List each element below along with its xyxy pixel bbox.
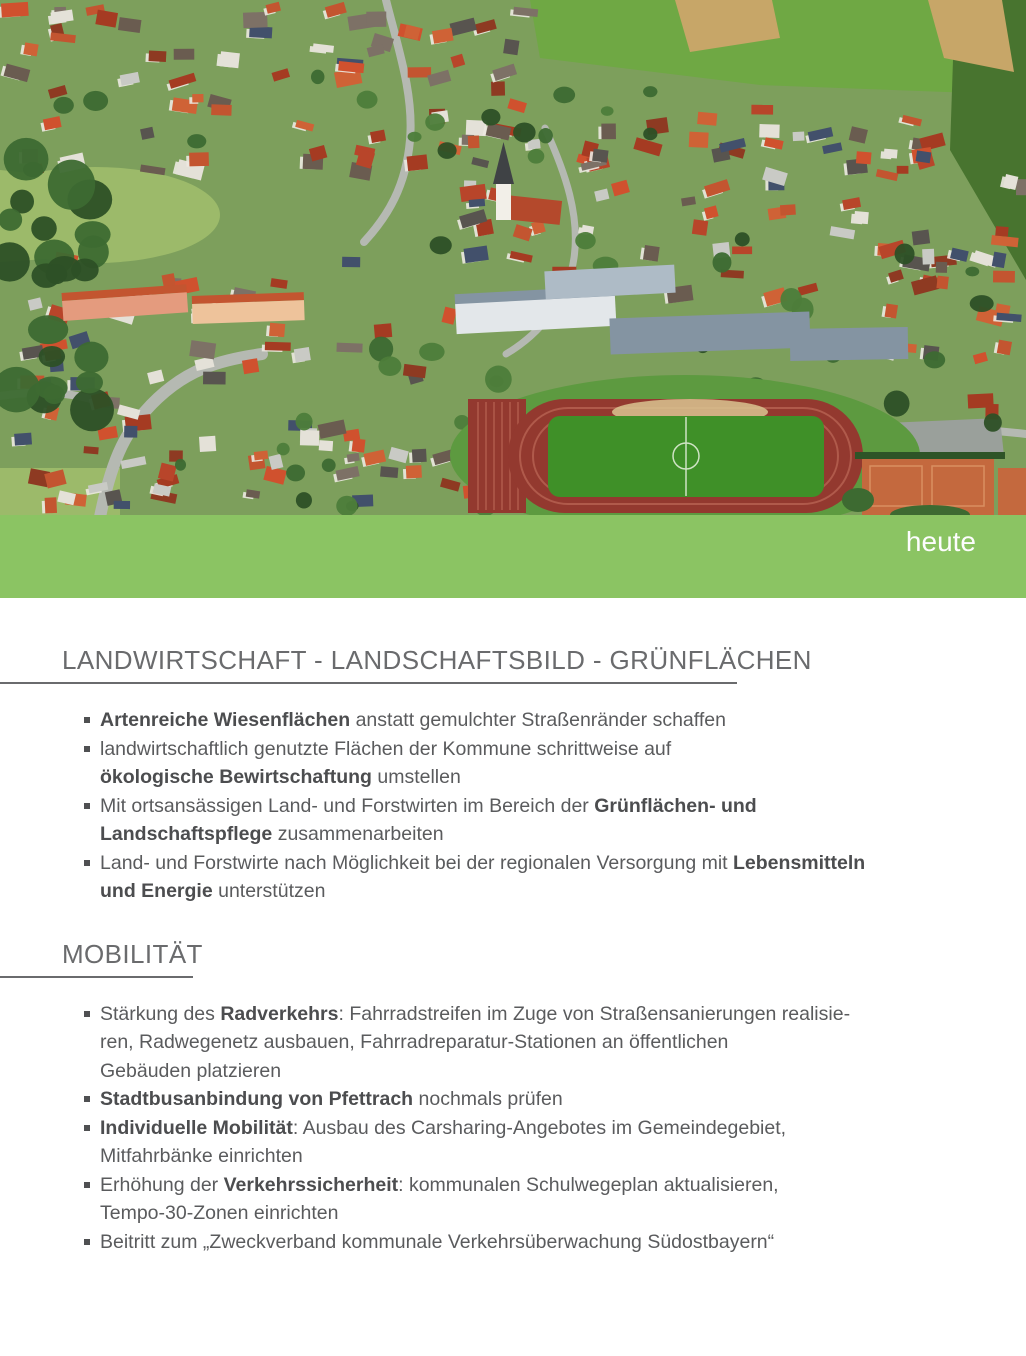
list-item-text: ren, Radwegenetz ausbauen, Fahrradreparatur-Stationen an öffentlichen	[100, 1031, 729, 1053]
list-item-text: Beitritt zum „Zweckverband kommunale Verkehrsüberwachung Südostbayern“	[100, 1230, 775, 1253]
banner	[0, 515, 1026, 598]
list-item-bold-text: Individuelle Mobilität	[100, 1116, 293, 1139]
list-item-bold-text: und Energie	[100, 880, 213, 902]
list-item-text: Tempo-30-Zonen einrichten	[100, 1202, 339, 1224]
section-title-underline	[0, 976, 193, 978]
list-item	[100, 1171, 1026, 1228]
section-title: LANDWIRTSCHAFT - LANDSCHAFTSBILD - GRÜNFLÄCHEN	[62, 645, 812, 675]
list-item	[100, 792, 1026, 849]
list-item-text: Land- und Forstwirte nach Möglichkeit bei der regionalen Versorgung mit	[100, 851, 734, 874]
list-item-bold-text: Verkehrssicherheit	[223, 1173, 399, 1196]
list-item-text: : Ausbau des Carsharing-Angebotes im Gemeindegebiet,	[292, 1116, 787, 1139]
list-item-text: anstatt gemulchter Straßenränder schaffen	[350, 709, 726, 731]
list-item-bold-text: ökologische Bewirtschaftung	[100, 766, 372, 788]
bullet-list	[0, 1000, 1026, 1257]
list-item-text: Gebäuden platzieren	[100, 1059, 282, 1082]
list-item-text: Stärkung des	[100, 1002, 221, 1025]
list-item-text: Mitfahrbänke einrichten	[100, 1145, 303, 1167]
section-title: MOBILITÄT	[62, 938, 203, 969]
list-item-bold-text: Stadtbusanbindung von Pfettrach	[100, 1088, 414, 1110]
section-2	[0, 939, 1026, 1257]
list-item	[100, 1228, 1026, 1257]
section-title-underline	[0, 682, 737, 684]
list-item	[100, 1114, 1026, 1171]
bullet-list	[0, 706, 1026, 906]
aerial-town-illustration	[0, 0, 1026, 515]
list-item	[100, 849, 1026, 906]
list-item-bold-text: Artenreiche Wiesenflächen	[100, 709, 351, 731]
list-item-text: : Fahrradstreifen im Zuge von Straßensanierungen realisie-	[338, 1002, 851, 1025]
content	[0, 598, 1026, 1256]
list-item-text: umstellen	[371, 766, 461, 788]
list-item-text: : kommunalen Schulwegeplan aktualisieren,	[398, 1173, 779, 1196]
list-item-bold-text: Landschaftspflege	[100, 823, 273, 845]
list-item-text: nochmals prüfen	[413, 1088, 563, 1110]
list-item-text: landwirtschaftlich genutzte Flächen der Kommune schrittweise auf	[100, 737, 672, 760]
list-item	[100, 1085, 1026, 1114]
list-item	[100, 706, 1026, 735]
list-item-text: zusammenarbeiten	[272, 823, 444, 845]
banner-label: heute	[905, 526, 976, 557]
list-item	[100, 1000, 1026, 1086]
list-item-text: Erhöhung der	[100, 1173, 224, 1196]
list-item-text: unterstützen	[212, 880, 326, 902]
list-item-bold-text: Radverkehrs	[220, 1002, 339, 1025]
list-item	[100, 735, 1026, 792]
list-item-text: Mit ortsansässigen Land- und Forstwirten im Bereich der	[100, 794, 595, 817]
list-item-bold-text: Lebensmitteln	[733, 851, 866, 874]
section-1	[0, 645, 1026, 906]
list-item-bold-text: Grünflächen- und	[594, 794, 757, 817]
aerial-town-photo	[0, 0, 1026, 515]
